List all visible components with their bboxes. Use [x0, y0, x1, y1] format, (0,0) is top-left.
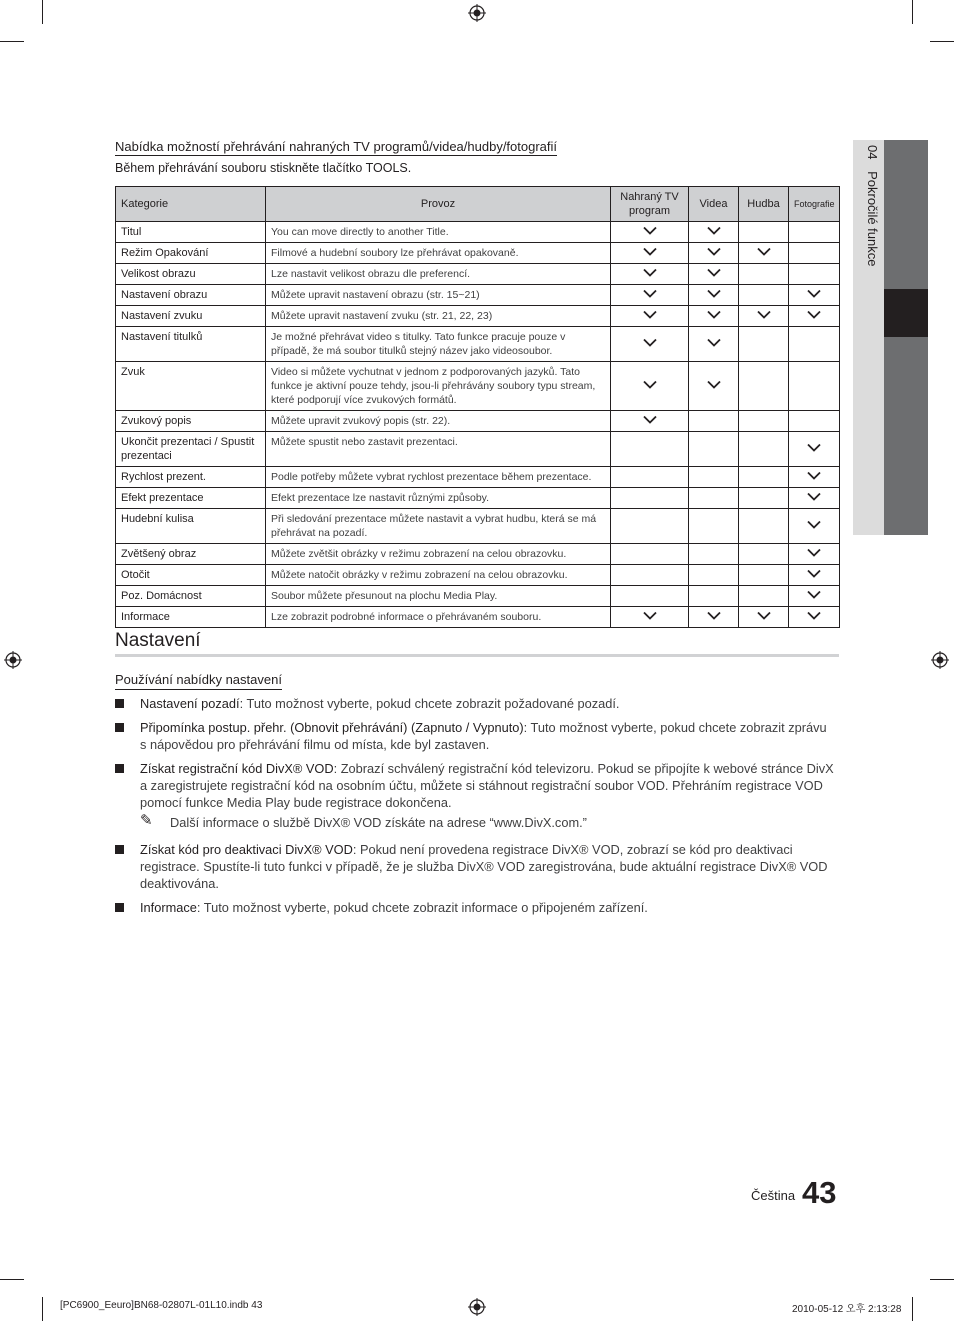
- row-description: Filmové a hudební soubory lze přehrávat opakovaně.: [266, 243, 611, 264]
- subtitle-suffix: .: [407, 161, 412, 175]
- bullet-icon: [115, 903, 124, 912]
- table-row: [116, 586, 840, 607]
- crop-mark: [42, 1297, 43, 1321]
- bullet-icon: [115, 723, 124, 732]
- row-description: Můžete spustit nebo zastavit prezentaci.: [266, 432, 611, 467]
- header-tv-program: Nahraný TV program: [611, 187, 689, 222]
- heading-rule: [115, 654, 839, 657]
- table-row: [116, 222, 840, 243]
- support-cell-tv: [611, 243, 689, 264]
- crop-mark: [912, 0, 913, 24]
- check-icon: [807, 548, 821, 560]
- support-cell-video: [689, 327, 739, 362]
- table-row: [116, 565, 840, 586]
- registration-mark-icon: [931, 651, 949, 669]
- check-icon: [643, 268, 657, 280]
- item-key: Nastavení pozadí: [140, 696, 240, 711]
- crop-mark: [930, 41, 954, 42]
- note-pencil-icon: ✎: [140, 812, 153, 829]
- row-category: Zvukový popis: [116, 411, 266, 432]
- support-cell-photo: [789, 222, 840, 243]
- support-cell-video: [689, 362, 739, 411]
- check-icon: [643, 247, 657, 259]
- item-key: Připomínka postup. přehr. (Obnovit přehrávání) (Zapnuto / Vypnuto): [140, 720, 524, 735]
- row-category: Poz. Domácnost: [116, 586, 266, 607]
- support-cell-tv: [611, 488, 689, 509]
- check-icon: [807, 471, 821, 483]
- check-icon: [807, 590, 821, 602]
- item-text: : Tuto možnost vyberte, pokud chcete zobrazit požadované pozadí.: [239, 696, 620, 711]
- table-row: [116, 544, 840, 565]
- table-row: [116, 607, 840, 628]
- support-cell-photo: [789, 243, 840, 264]
- support-cell-photo: [789, 285, 840, 306]
- row-description: Je možné přehrávat video s titulky. Tato funkce pracuje pouze v případě, že má soubor titulků stejný název jako videosoubor.: [266, 327, 611, 362]
- row-category: Režim Opakování: [116, 243, 266, 264]
- support-cell-tv: [611, 607, 689, 628]
- row-description: You can move directly to another Title.: [266, 222, 611, 243]
- list-item: [115, 899, 835, 916]
- list-item: [115, 719, 835, 753]
- options-table: [115, 186, 840, 628]
- table-row: [116, 488, 840, 509]
- row-description: Můžete zvětšit obrázky v režimu zobrazení na celou obrazovku.: [266, 544, 611, 565]
- support-cell-video: [689, 306, 739, 327]
- note: [115, 814, 835, 831]
- support-cell-tv: [611, 362, 689, 411]
- support-cell-music: [739, 306, 789, 327]
- support-cell-video: [689, 432, 739, 467]
- support-cell-tv: [611, 222, 689, 243]
- item-key: Získat kód pro deaktivaci DivX® VOD: [140, 842, 353, 857]
- row-description: Lze zobrazit podrobné informace o přehrávaném souboru.: [266, 607, 611, 628]
- support-cell-music: [739, 243, 789, 264]
- row-category: Ukončit prezentaci / Spustit prezentaci: [116, 432, 266, 467]
- item-text: : Zobrazí schválený registrační kód televizoru. Pokud se připojíte k webové stránce DivX a zaregistrujete registrační kód na osobním účtu, můžete si stáhnout registrační soubor VOD. Přehráním registrace VOD pomocí funkce Media Play bude registrace dokončena.: [140, 761, 834, 810]
- table-row: [116, 243, 840, 264]
- item-text: : Pokud není provedena registrace DivX® VOD, zobrazí se kód pro deaktivaci registrace. Spustíte-li tuto funkci v případě, že je služba DivX® VOD zaregistrována, bude aktuální registrace DivX® VOD deaktivována.: [140, 842, 828, 891]
- list-item: [115, 841, 835, 892]
- support-cell-video: [689, 544, 739, 565]
- row-description: Lze nastavit velikost obrazu dle preferencí.: [266, 264, 611, 285]
- support-cell-music: [739, 285, 789, 306]
- row-description: Můžete upravit zvukový popis (str. 22).: [266, 411, 611, 432]
- row-category: Informace: [116, 607, 266, 628]
- header-category: Kategorie: [116, 187, 266, 222]
- list-item: [115, 760, 835, 811]
- support-cell-photo: [789, 264, 840, 285]
- support-cell-tv: [611, 327, 689, 362]
- check-icon: [643, 310, 657, 322]
- support-cell-video: [689, 586, 739, 607]
- registration-mark-icon: [4, 651, 22, 669]
- support-cell-music: [739, 509, 789, 544]
- check-icon: [807, 520, 821, 532]
- row-description: Video si můžete vychutnat v jednom z podporovaných jazyků. Tato funkce je aktivní pouze tehdy, jsou-li přehrávány soubory typu stream, které podporují více zvukových formátů.: [266, 362, 611, 411]
- check-icon: [707, 338, 721, 350]
- settings-list: [115, 695, 835, 923]
- check-icon: [707, 289, 721, 301]
- check-icon: [807, 289, 821, 301]
- crop-mark: [930, 1279, 954, 1280]
- bullet-icon: [115, 764, 124, 773]
- support-cell-photo: [789, 327, 840, 362]
- support-cell-music: [739, 544, 789, 565]
- header-video: Videa: [689, 187, 739, 222]
- chapter-tab-label: [858, 145, 880, 305]
- check-icon: [643, 611, 657, 623]
- support-cell-video: [689, 264, 739, 285]
- check-icon: [643, 380, 657, 392]
- check-icon: [643, 338, 657, 350]
- support-cell-music: [739, 411, 789, 432]
- print-slug-file: [PC6900_Eeuro]BN68-02807L-01L10.indb 43: [60, 1300, 263, 1311]
- chapter-number: 04: [865, 145, 880, 160]
- support-cell-video: [689, 607, 739, 628]
- subtitle-text: Během přehrávání souboru stiskněte tlačítko: [115, 161, 366, 175]
- table-row: [116, 467, 840, 488]
- table-header-row: [116, 187, 840, 222]
- crop-mark: [0, 1279, 24, 1280]
- item-key: Informace: [140, 900, 197, 915]
- check-icon: [643, 226, 657, 238]
- tools-key: TOOLS: [365, 161, 408, 175]
- bullet-icon: [115, 699, 124, 708]
- footer-language: Čeština: [751, 1188, 796, 1203]
- bullet-icon: [115, 845, 124, 854]
- row-category: Titul: [116, 222, 266, 243]
- table-row: [116, 411, 840, 432]
- support-cell-music: [739, 488, 789, 509]
- support-cell-music: [739, 264, 789, 285]
- page-number: 43: [802, 1175, 837, 1210]
- support-cell-video: [689, 467, 739, 488]
- support-cell-photo: [789, 467, 840, 488]
- row-description: Můžete upravit nastavení obrazu (str. 15~21): [266, 285, 611, 306]
- header-photo: Fotografie: [789, 187, 840, 222]
- crop-mark: [912, 1297, 913, 1321]
- check-icon: [643, 289, 657, 301]
- list-item: [115, 695, 835, 712]
- support-cell-music: [739, 565, 789, 586]
- support-cell-music: [739, 432, 789, 467]
- table-row: [116, 264, 840, 285]
- support-cell-tv: [611, 306, 689, 327]
- support-cell-video: [689, 509, 739, 544]
- row-description: Při sledování prezentace můžete nastavit a vybrat hudbu, která se má přehrávat na pozadí.: [266, 509, 611, 544]
- check-icon: [707, 226, 721, 238]
- check-icon: [707, 611, 721, 623]
- support-cell-tv: [611, 565, 689, 586]
- section-subtitle: [115, 161, 411, 175]
- item-key: Získat registrační kód DivX® VOD: [140, 761, 334, 776]
- row-category: Zvětšený obraz: [116, 544, 266, 565]
- check-icon: [807, 310, 821, 322]
- support-cell-music: [739, 467, 789, 488]
- support-cell-photo: [789, 544, 840, 565]
- row-description: Efekt prezentace lze nastavit různými způsoby.: [266, 488, 611, 509]
- check-icon: [757, 310, 771, 322]
- row-category: Efekt prezentace: [116, 488, 266, 509]
- support-cell-video: [689, 411, 739, 432]
- support-cell-tv: [611, 467, 689, 488]
- table-row: [116, 327, 840, 362]
- chapter-tab-band: [884, 140, 928, 535]
- settings-heading: Nastavení: [115, 630, 201, 651]
- table-row: [116, 432, 840, 467]
- print-slug-date: 2010-05-12 오후 2:13:28: [792, 1304, 902, 1315]
- support-cell-video: [689, 243, 739, 264]
- check-icon: [643, 415, 657, 427]
- row-category: Velikost obrazu: [116, 264, 266, 285]
- row-description: Soubor můžete přesunout na plochu Media Play.: [266, 586, 611, 607]
- row-category: Nastavení obrazu: [116, 285, 266, 306]
- check-icon: [707, 268, 721, 280]
- section-title: Nabídka možností přehrávání nahraných TV programů/videa/hudby/fotografií: [115, 139, 558, 154]
- check-icon: [807, 611, 821, 623]
- item-text: : Tuto možnost vyberte, pokud chcete zobrazit zprávu s nápovědou pro přehrávání filmu od místa, kde byl zastaven.: [140, 720, 827, 752]
- row-category: Nastavení titulků: [116, 327, 266, 362]
- check-icon: [707, 247, 721, 259]
- crop-mark: [0, 41, 24, 42]
- support-cell-photo: [789, 586, 840, 607]
- support-cell-music: [739, 362, 789, 411]
- support-cell-photo: [789, 509, 840, 544]
- row-category: Zvuk: [116, 362, 266, 411]
- support-cell-video: [689, 488, 739, 509]
- support-cell-photo: [789, 432, 840, 467]
- header-operation: Provoz: [266, 187, 611, 222]
- settings-subheading: Používání nabídky nastavení: [115, 672, 282, 690]
- support-cell-music: [739, 607, 789, 628]
- table-row: [116, 285, 840, 306]
- support-cell-photo: [789, 607, 840, 628]
- table-row: [116, 509, 840, 544]
- table-row: [116, 306, 840, 327]
- crop-mark: [42, 0, 43, 24]
- support-cell-video: [689, 285, 739, 306]
- support-cell-tv: [611, 264, 689, 285]
- support-cell-tv: [611, 411, 689, 432]
- support-cell-video: [689, 565, 739, 586]
- check-icon: [707, 380, 721, 392]
- support-cell-music: [739, 586, 789, 607]
- support-cell-photo: [789, 306, 840, 327]
- chapter-tab-marker: [884, 289, 928, 337]
- check-icon: [757, 247, 771, 259]
- row-category: Hudební kulisa: [116, 509, 266, 544]
- support-cell-photo: [789, 362, 840, 411]
- support-cell-music: [739, 327, 789, 362]
- support-cell-tv: [611, 432, 689, 467]
- support-cell-photo: [789, 411, 840, 432]
- support-cell-tv: [611, 285, 689, 306]
- registration-mark-icon: [468, 4, 486, 22]
- support-cell-music: [739, 222, 789, 243]
- item-text: : Tuto možnost vyberte, pokud chcete zobrazit informace o připojeném zařízení.: [196, 900, 648, 915]
- row-category: Nastavení zvuku: [116, 306, 266, 327]
- support-cell-photo: [789, 565, 840, 586]
- support-cell-tv: [611, 586, 689, 607]
- table-row: [116, 362, 840, 411]
- note-text: Další informace o službě DivX® VOD získáte na adrese “www.DivX.com.”: [170, 815, 587, 830]
- check-icon: [807, 492, 821, 504]
- check-icon: [807, 569, 821, 581]
- check-icon: [707, 310, 721, 322]
- row-description: Můžete natočit obrázky v režimu zobrazení na celou obrazovku.: [266, 565, 611, 586]
- support-cell-tv: [611, 509, 689, 544]
- registration-mark-icon: [468, 1298, 486, 1316]
- row-category: Rychlost prezent.: [116, 467, 266, 488]
- header-music: Hudba: [739, 187, 789, 222]
- support-cell-photo: [789, 488, 840, 509]
- support-cell-tv: [611, 544, 689, 565]
- row-description: Podle potřeby můžete vybrat rychlost prezentace během prezentace.: [266, 467, 611, 488]
- check-icon: [807, 443, 821, 455]
- row-category: Otočit: [116, 565, 266, 586]
- check-icon: [757, 611, 771, 623]
- support-cell-video: [689, 222, 739, 243]
- chapter-title: Pokročilé funkce: [865, 171, 880, 267]
- row-description: Můžete upravit nastavení zvuku (str. 21, 22, 23): [266, 306, 611, 327]
